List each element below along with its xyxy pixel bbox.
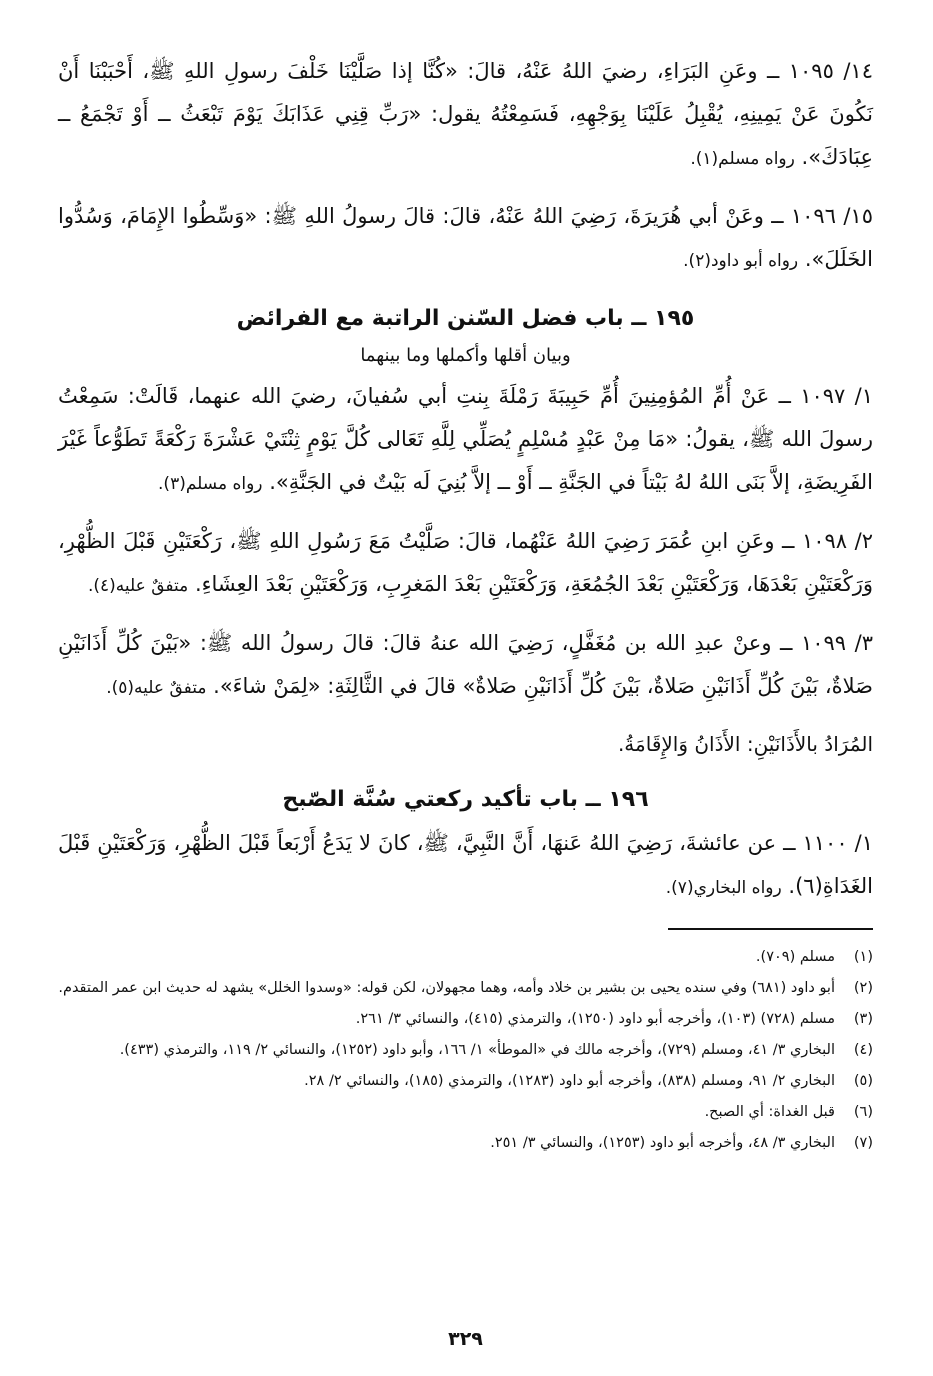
- footnote-number: (٣): [853, 1011, 873, 1027]
- book-page: [58, 50, 873, 1350]
- hadith-1098: [58, 520, 873, 608]
- hadith-1096: [58, 195, 873, 283]
- footnote-number: (١): [853, 949, 873, 965]
- chapter-196-title: ١٩٦ ــ باب تأكيد ركعتي سُنَّة الصّبح: [282, 787, 649, 812]
- hadith-1097: [58, 375, 873, 506]
- hadith-source: متفقٌ عليه(٤).: [87, 576, 189, 596]
- footnote-number: (٤): [853, 1042, 873, 1058]
- footnote-6: [58, 1097, 873, 1128]
- page-number: ٣٢٩: [448, 1328, 483, 1350]
- explanatory-note: المُرَادُ بالأَذَانَيْنِ: الأَذَانُ وَالإِقَامَةُ.: [617, 732, 873, 756]
- footnote-number: (٥): [853, 1073, 873, 1089]
- footnote-text: البخاري ٢/ ٩١، ومسلم (٨٣٨)، وأخرجه أبو داود (١٢٨٣)، والترمذي (١٨٥)، والنسائي ٢/ ٢٨.: [304, 1073, 835, 1089]
- footnote-2: [58, 973, 873, 1004]
- footnote-text: البخاري ٣/ ٤٨، وأخرجه أبو داود (١٢٥٣)، والنسائي ٣/ ٢٥١.: [490, 1135, 835, 1151]
- footnote-text: قبل الغداة: أي الصبح.: [704, 1104, 835, 1120]
- footnote-7: [58, 1128, 873, 1159]
- footnote-text: مسلم (٧٢٨) (١٠٣)، وأخرجه أبو داود (١٢٥٠)، والترمذي (٤١٥)، والنسائي ٣/ ٢٦١.: [355, 1011, 835, 1027]
- hadith-source: رواه البخاري(٧).: [665, 878, 782, 898]
- hadith-1099: [58, 622, 873, 710]
- footnote-divider: [668, 928, 873, 930]
- hadith-source: متفقٌ عليه(٥).: [106, 678, 207, 698]
- footnote-3: [58, 1004, 873, 1035]
- hadith-text: ٢/ ١٠٩٨ ــ وعَنِ ابنِ عُمَرَ رَضِيَ اللهُ عَنْهُما، قالَ: صَلَّيْتُ مَعَ رَسُولِ اللهِ ﷺ، رَكْعَتَيْنِ قَبْلَ الظُّهْرِ، وَرَكْعَتَيْنِ بَعْدَهَا، وَرَكْعَتَيْنِ بَعْدَ الجُمُعَةِ، وَرَكْعَتَيْنِ بَعْدَ المَغرِبِ، وَرَكْعَتَيْنِ بَعْدَ العِشَاءِ.: [58, 529, 873, 596]
- hadith-text: ١/ ١٠٩٧ ــ عَنْ أُمِّ المُؤمِنِينَ أُمِّ حَبِيبَةَ رَمْلَةَ بِنتِ أبي سُفيانَ، رضيَ الله عنهما، قَالَتْ: سَمِعْتُ رسولَ الله ﷺ، يقولُ: «مَا مِنْ عَبْدٍ مُسْلِمٍ يُصَلِّي لِلَّهِ تَعَالى كُلَّ يَوْمٍ ثِنْتَيْ عَشْرَةَ رَكْعَةً تَطَوُّعاً غَيْرَ الفَرِيضَةِ، إلاَّ بَنَى اللهُ لهُ بَيْتاً في الجَنَّةِ ــ أَوْ ــ إلاَّ بُنِيَ لَه بَيْتٌ في الجَنَّةِ».: [58, 384, 873, 494]
- footnote-5: [58, 1066, 873, 1097]
- chapter-195-title: ١٩٥ ــ باب فضل السّنن الراتبة مع الفرائض: [236, 306, 695, 331]
- footnotes: [58, 942, 873, 1159]
- hadith-text: ١٤/ ١٠٩٥ ــ وعَنِ البَرَاءِ، رضيَ اللهُ عَنْهُ، قالَ: «كُنَّا إذا صَلَّيْنَا خَلْفَ رسولِ اللهِ ﷺ، أَحْبَبْنَا أَنْ نَكُونَ عَنْ يَمِينِهِ، يُقْبِلُ عَلَيْنَا بِوَجْهِهِ، فَسَمِعْتُهُ يقول: «رَبِّ قِنِي عَذَابَكَ يَوْمَ تَبْعَثُ ــ أَوْ تَجْمَعُ ــ عِبَادَكَ».: [58, 59, 873, 169]
- footnote-number: (٢): [853, 980, 873, 996]
- hadith-text: ٣/ ١٠٩٩ ــ وعنْ عبدِ الله بن مُغَفَّلٍ، رَضِيَ الله عنهُ قالَ: قالَ رسولُ الله ﷺ: «بَيْنَ كُلِّ أَذَانَيْنِ صَلاةٌ، بَيْنَ كُلِّ أَذَانَيْنِ صَلاةٌ، بَيْنَ كُلِّ أَذَانَيْنِ صَلاةٌ» قالَ في الثَّالِثَةِ: «لِمَنْ شاءَ».: [58, 631, 873, 698]
- hadith-source: رواه أبو داود(٢).: [683, 251, 799, 271]
- hadith-1095: [58, 50, 873, 181]
- footnote-text: أبو داود (٦٨١) وفي سنده يحيى بن بشير بن خلاد وأمه، وهما مجهولان، لكن قوله: «وسدوا الخلل» يشهد له حديث ابن عمر المتقدم.: [58, 980, 835, 996]
- footnote-number: (٦): [853, 1104, 873, 1120]
- footnote-text: مسلم (٧٠٩).: [755, 949, 835, 965]
- footnote-1: [58, 942, 873, 973]
- hadith-source: رواه مسلم(١).: [690, 149, 795, 169]
- footnote-4: [58, 1035, 873, 1066]
- hadith-source: رواه مسلم(٣).: [158, 474, 263, 494]
- hadith-text: ١/ ١١٠٠ ــ عن عائشةَ، رَضِيَ اللهُ عَنهَا، أَنَّ النَّبِيَّ، ﷺ، كانَ لا يَدَعُ أَرْبَعاً قَبْلَ الظُّهْرِ، وَرَكْعَتَيْنِ قَبْلَ الغَدَاةِ(٦).: [58, 831, 873, 898]
- footnote-number: (٧): [853, 1135, 873, 1151]
- hadith-1100: [58, 822, 873, 910]
- hadith-text: ١٥/ ١٠٩٦ ــ وعَنْ أبي هُرَيرَةَ، رَضِيَ اللهُ عَنْهُ، قالَ: قالَ رسولُ اللهِ ﷺ: «وَسِّطُوا الإِمَامَ، وَسُدُّوا الخَلَلَ».: [58, 204, 873, 271]
- footnote-text: البخاري ٣/ ٤١، ومسلم (٧٢٩)، وأخرجه مالك في «الموطأ» ١/ ١٦٦، وأبو داود (١٢٥٢)، والنسائي ٢/ ١١٩، والترمذي (٤٣٣).: [119, 1042, 835, 1058]
- chapter-195-subtitle: وبيان أقلها وأكملها وما بينهما: [360, 345, 571, 366]
